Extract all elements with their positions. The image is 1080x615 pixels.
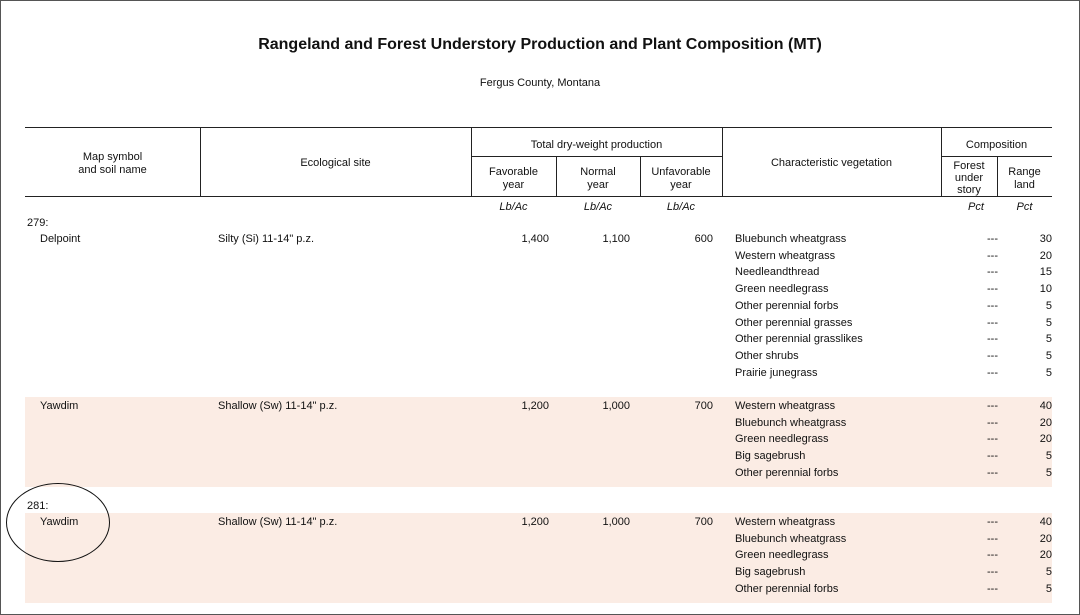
forest-understory-pct: ---	[987, 516, 998, 528]
plant-name: Western wheatgrass	[735, 516, 836, 528]
production-subheader-rule	[471, 156, 722, 157]
rangeland-pct: 5	[1045, 333, 1052, 346]
soil-name: Delpoint	[40, 233, 81, 245]
plant-name: Bluebunch wheatgrass	[735, 416, 847, 429]
plant-name: Green needlegrass	[735, 283, 829, 296]
rangeland-pct: 5	[1045, 450, 1052, 463]
forest-understory-pct: ---	[987, 333, 998, 346]
rangeland-pct: 20	[1039, 249, 1052, 262]
ecological-site: Shallow (Sw) 11-14" p.z.	[218, 400, 338, 412]
rangeland-pct: 5	[1045, 566, 1052, 579]
forest-understory-pct: ---	[987, 266, 998, 279]
header-rangeland: Range land	[1008, 166, 1041, 191]
header-total-production: Total dry-weight production	[530, 139, 663, 151]
plant-name: Other perennial grasslikes	[735, 333, 863, 346]
unit-unfavorable: Lb/Ac	[666, 201, 696, 213]
ecological-site: Silty (Si) 11-14" p.z.	[218, 233, 315, 245]
forest-understory-pct: ---	[987, 233, 998, 245]
header-favorable-year: Favorable year	[489, 166, 538, 191]
rangeland-pct: 40	[1039, 516, 1052, 528]
rangeland-pct: 40	[1039, 400, 1052, 412]
forest-understory-pct: ---	[987, 416, 998, 429]
header-characteristic-vegetation: Characteristic vegetation	[770, 157, 893, 169]
favorable-value: 1,200	[521, 516, 549, 528]
plant-name: Green needlegrass	[735, 549, 829, 562]
forest-understory-pct: ---	[987, 433, 998, 446]
rangeland-pct: 5	[1045, 366, 1052, 379]
rangeland-pct: 20	[1039, 416, 1052, 429]
normal-value: 1,000	[602, 516, 630, 528]
rangeland-pct: 15	[1039, 266, 1052, 279]
unfavorable-value: 700	[694, 516, 713, 528]
plant-name: Other perennial forbs	[735, 466, 839, 479]
plant-name: Western wheatgrass	[735, 249, 836, 262]
header-composition: Composition	[965, 139, 1028, 151]
forest-understory-pct: ---	[987, 366, 998, 379]
unit-favorable: Lb/Ac	[499, 201, 528, 213]
header-ecological-site: Ecological site	[300, 157, 371, 169]
rangeland-pct: 20	[1039, 433, 1052, 446]
forest-understory-pct: ---	[987, 450, 998, 463]
plant-name: Big sagebrush	[735, 450, 806, 463]
ecological-site: Shallow (Sw) 11-14" p.z.	[218, 516, 338, 528]
rangeland-pct: 20	[1039, 532, 1052, 545]
rangeland-pct: 20	[1039, 549, 1052, 562]
rangeland-pct: 5	[1045, 466, 1052, 479]
plant-name: Other perennial grasses	[735, 316, 853, 329]
forest-understory-pct: ---	[987, 316, 998, 329]
favorable-value: 1,400	[521, 233, 549, 245]
plant-name: Other perennial forbs	[735, 299, 839, 312]
header-forest-understory: Forest under story	[953, 160, 985, 196]
header-normal-year: Normal year	[580, 166, 616, 191]
map-symbol: 281:	[27, 500, 49, 512]
rangeland-pct: 5	[1045, 582, 1052, 595]
rangeland-pct: 10	[1039, 283, 1052, 296]
unit-forest: Pct	[968, 201, 984, 213]
header-map-symbol: Map symbol and soil name	[78, 151, 147, 176]
unfavorable-value: 600	[694, 233, 713, 245]
unit-range: Pct	[1016, 201, 1033, 213]
plant-name: Other perennial forbs	[735, 582, 839, 595]
rangeland-pct: 30	[1039, 233, 1052, 245]
rangeland-pct: 5	[1045, 299, 1052, 312]
page-title: Rangeland and Forest Understory Production and Plant Composition (MT)	[258, 36, 822, 53]
forest-understory-pct: ---	[987, 400, 998, 412]
page-subtitle: Fergus County, Montana	[479, 77, 601, 89]
forest-understory-pct: ---	[987, 532, 998, 545]
rangeland-pct: 5	[1045, 349, 1052, 362]
forest-understory-pct: ---	[987, 249, 998, 262]
normal-value: 1,100	[602, 233, 630, 245]
normal-value: 1,000	[602, 400, 630, 412]
header-bottom-rule	[25, 196, 1052, 197]
plant-name: Western wheatgrass	[735, 400, 836, 412]
forest-understory-pct: ---	[987, 349, 998, 362]
header-unfavorable-year: Unfavorable year	[651, 166, 711, 191]
forest-understory-pct: ---	[987, 283, 998, 296]
soil-name: Yawdim	[40, 516, 79, 528]
plant-name: Bluebunch wheatgrass	[735, 233, 847, 245]
unit-normal: Lb/Ac	[583, 201, 613, 213]
forest-understory-pct: ---	[987, 299, 998, 312]
forest-understory-pct: ---	[987, 582, 998, 595]
forest-understory-pct: ---	[987, 466, 998, 479]
plant-name: Green needlegrass	[735, 433, 829, 446]
annotation-circle	[6, 483, 110, 562]
plant-name: Bluebunch wheatgrass	[735, 532, 847, 545]
favorable-value: 1,200	[521, 400, 549, 412]
plant-name: Needleandthread	[735, 266, 820, 279]
header-top-rule	[25, 127, 1052, 128]
forest-understory-pct: ---	[987, 549, 998, 562]
plant-name: Prairie junegrass	[735, 366, 818, 379]
plant-name: Other shrubs	[735, 349, 799, 362]
plant-name: Big sagebrush	[735, 566, 806, 579]
forest-understory-pct: ---	[987, 566, 998, 579]
rangeland-pct: 5	[1045, 316, 1052, 329]
map-symbol: 279:	[27, 217, 49, 229]
unfavorable-value: 700	[694, 400, 713, 412]
soil-name: Yawdim	[40, 400, 79, 412]
